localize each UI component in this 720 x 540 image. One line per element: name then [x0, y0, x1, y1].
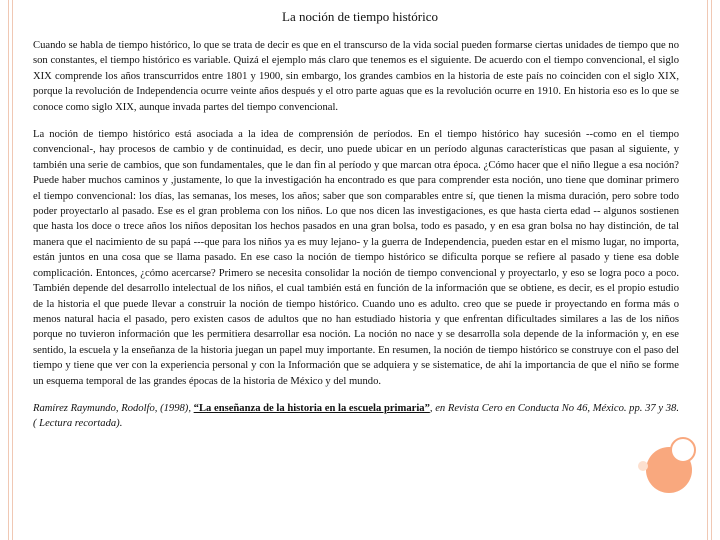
- paragraph-2: La noción de tiempo histórico está asociada a la idea de comprensión de períodos. En el tiempo histórico hay sucesión --como en el tiempo convencional-, hay procesos de cambio y de continuidad, es decir, uno puede ubicar en un período algunas características que pasan al siguiente, y también una serie de cambios, que son fundamentales, que le dan fin al período y que marcan otra época. ¿Cómo hacer que el niño llegue a esa noción? Puede haber muchos caminos y ,justamente, lo que la investigación ha encontrado es que para comprender esta noción, uno tiene que dominar primero el tiempo convencional: los días, las semanas, los meses, los años; saber que son comparables entre sí, que tienen la misma duración, pero sobre todo poder proyectarlo al pasado. Ese es el gran problema con los niños. Lo que nos dicen las investigaciones, es que hasta cierta edad -- algunos sostienen que hasta los doce o trece años los niños depositan los hechos pasados en una gran bolsa, todo es pasado, y en esa gran bolsa no hay distinción, de tal manera que el nacimiento de su papá ---que para los niños ya es muy lejano- y la guerra de Independencia, pueden estar en el mismo lugar, no importa, están juntos en una cosa que se llama pasado. En ese caso la noción de tiempo histórico se dificulta porque se refiere al pasado y tiene esa doble complicación. Entonces, ¿cómo acercarse? Primero se necesita consolidar la noción de tiempo convencional y proyectarlo, y eso se logra poco a poco. También depende del desarrollo intelectual de los niños, el cual también está en función de la información que se obtiene, es decir, es el propio estudio de la historia el que puede llevar a construir la noción de tiempo histórico. Cuando uno es adulto. creo que se puede ir proyectando en forma más o menos natural hacia el pasado, pero existen casos de adultos que no han estudiado historia y que enfrentan dificultades similares a las de los niños porque no tuvieron información que les permitiera desarrollar esa noción. La noción no nace y se desarrolla sola depende de la información y, en ese sentido, la escuela y la enseñanza de la historia juegan un papel muy importante. En resumen, la noción de tiempo histórico se construye con el paso del tiempo y tiene que ver con la experiencia personal y con la Información que se adquiera y se sistematice, de ahí la importancia de que el niño se forme un esquema temporal de las grandes épocas de la historia de México y del mundo.: [33, 129, 679, 387]
- document-body: [33, 38, 679, 444]
- paragraph-1: Cuando se habla de tiempo histórico, lo que se trata de decir es que en el transcurso de la vida social pueden formarse ciertas unidades de tiempo que no son constantes, el tiempo histórico es variable. Quizá el ejemplo más claro que tenemos es el siguiente. De acuerdo con el tiempo convencional, el siglo XIX comprende los años transcurridos entre 1801 y 1900, sin embargo, los grandes cambios en la historia de este país no coinciden con el siglo XIX, porque la revolución de Independencia ocurre veinte años después y el otro parte aguas que es la revolución ocurre en 1910. En historia eso es lo que se conoce como siglo XIX, aunque invada partes del tiempo convencional.: [33, 40, 679, 113]
- citation-author: Ramírez Raymundo, Rodolfo, (1998),: [33, 402, 194, 414]
- right-border-decoration: [707, 0, 712, 540]
- citation: [33, 401, 679, 432]
- page-title: La noción de tiempo histórico: [282, 9, 438, 24]
- citation-work-title: “La enseñanza de la historia en la escuela primaria”: [193, 402, 430, 414]
- citation-rest: , en Revista Cero en Conducta No 46, México. pp. 37 y 38. ( Lectura recortada).: [33, 402, 679, 430]
- ring-circle-icon: [670, 437, 696, 463]
- decorative-circles-icon: [638, 437, 698, 497]
- left-border-decoration: [8, 0, 13, 540]
- small-circle-icon: [638, 461, 648, 471]
